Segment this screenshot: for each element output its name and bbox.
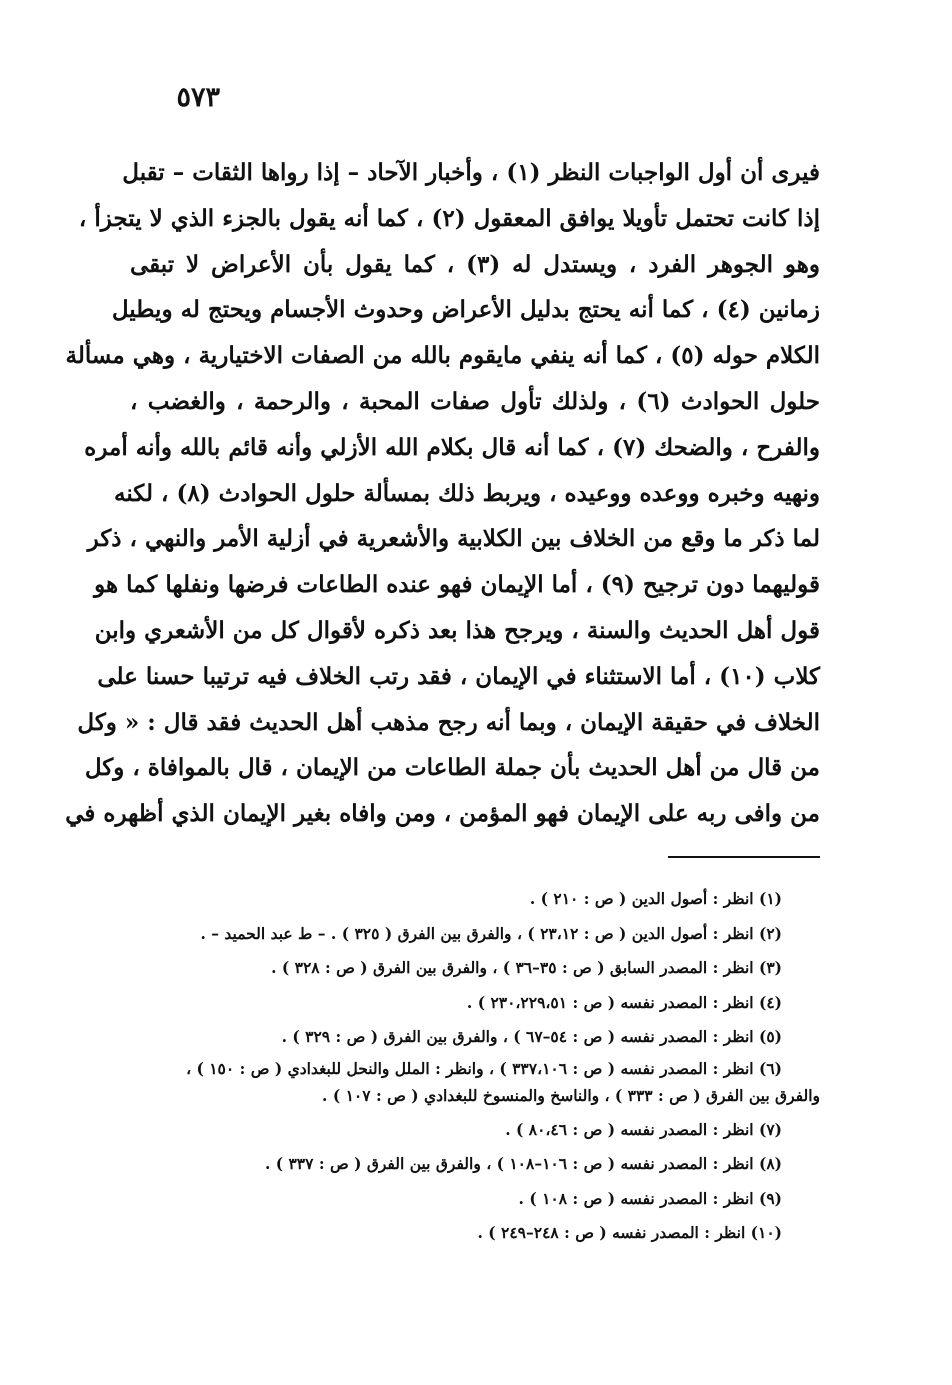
footnote: (١) انظر : أصول الدين ( ص : ٢١٠ ) . <box>529 889 782 908</box>
text-line: من قال من أهل الحديث بأن جملة الطاعات من الإيمان ، قال بالموافاة ، وكل <box>84 754 820 782</box>
text-line: قول أهل الحديث والسنة ، ويرجح هذا بعد ذكره لأقوال كل من الأشعري وابن <box>94 616 820 644</box>
footnote-separator <box>668 856 820 858</box>
text-line: زمانين (٤) ، كما أنه يحتج بدليل الأعراض وحدوث الأجسام ويحتج له ويطيل <box>111 296 820 324</box>
footnote: (٩) انظر : المصدر نفسه ( ص : ١٠٨ ) . <box>518 1188 782 1208</box>
footnote: (٥) انظر : المصدر نفسه ( ص : ٥٤–٦٧ ) ، والفرق بين الفرق ( ص : ٣٢٩ ) . <box>281 1027 782 1046</box>
text-line: من وافى ربه على الإيمان فهو المؤمن ، ومن وافاه بغير الإيمان الذي أظهره في <box>65 800 820 828</box>
footnote: (١٠) انظر : المصدر نفسه ( ص : ٢٤٨–٢٤٩ ) . <box>477 1223 782 1242</box>
text-line: إذا كانت تحتمل تأويلا يوافق المعقول (٢) ، كما أنه يقول بالجزء الذي لا يتجزأ ، <box>78 204 820 232</box>
main-text <box>65 150 821 837</box>
text-line: ونهيه وخبره ووعده ووعيده ، ويربط ذلك بمسألة حلول الحوادث (٨) ، لكنه <box>114 479 820 507</box>
footnote: (٨) انظر : المصدر نفسه ( ص : ١٠٦–١٠٨ ) ، والفرق بين الفرق ( ص : ٣٣٧ ) . <box>264 1154 782 1173</box>
text-line: كلاب (١٠) ، أما الاستثناء في الإيمان ، فقد رتب الخلاف فيه ترتيبا حسنا على <box>97 662 820 690</box>
text-line: الخلاف في حقيقة الإيمان ، وبما أنه رجح مذهب أهل الحديث فقد قال : « وكل <box>77 708 820 736</box>
footnote: (٦) انظر : المصدر نفسه ( ص : ٣٣٧،١٠٦ ) ، وانظر : الملل والنحل للبغدادي ( ص : ١٥٠ ) ، <box>186 1058 782 1078</box>
text-line: حلول الحوادث (٦) ، ولذلك تأول صفات المحبة ، والرحمة ، والغضب ، <box>130 387 821 415</box>
footnote: (٣) انظر : المصدر السابق ( ص : ٣٥–٣٦ ) ، والفرق بين الفرق ( ص : ٣٢٨ ) . <box>271 958 782 977</box>
footnote: (٤) انظر : المصدر نفسه ( ص : ٢٣٠،٢٢٩،٥١ ) . <box>466 992 782 1012</box>
footnote: (٧) انظر : المصدر نفسه ( ص : ٨٠،٤٦ ) . <box>505 1119 782 1139</box>
text-line: قوليهما دون ترجيح (٩) ، أما الإيمان فهو عنده الطاعات فرضها ونفلها كما هو <box>94 571 820 599</box>
page-number: ٥٧٣ <box>176 82 220 113</box>
footnote-continuation: والفرق بين الفرق ( ص : ٣٣٣ ) ، والناسخ والمنسوخ للبغدادي ( ص : ١٠٧ ) . <box>322 1085 820 1105</box>
footnote: (٢) انظر : أصول الدين ( ص : ٢٣،١٢ ) ، والفرق بين الفرق ( ٣٢٥ ) . – ط عبد الحميد – . <box>200 923 782 943</box>
text-line: وهو الجوهر الفرد ، ويستدل له (٣) ، كما يقول بأن الأعراض لا تبقى <box>130 250 820 278</box>
text-line: لما ذكر ما وقع من الخلاف بين الكلابية والأشعرية في أزلية الأمر والنهي ، ذكر <box>87 525 820 553</box>
footnotes <box>120 882 820 1251</box>
text-line: والفرح ، والضحك (٧) ، كما أنه قال بكلام الله الأزلي وأنه قائم بالله وأنه أمره <box>84 433 820 461</box>
text-line: الكلام حوله (٥) ، كما أنه ينفي مايقوم بالله من الصفات الاختيارية ، وهي مسألة <box>65 342 820 370</box>
text-line: فيرى أن أول الواجبات النظر (١) ، وأخبار الآحاد – إذا رواها الثقات – تقبل <box>122 159 820 186</box>
